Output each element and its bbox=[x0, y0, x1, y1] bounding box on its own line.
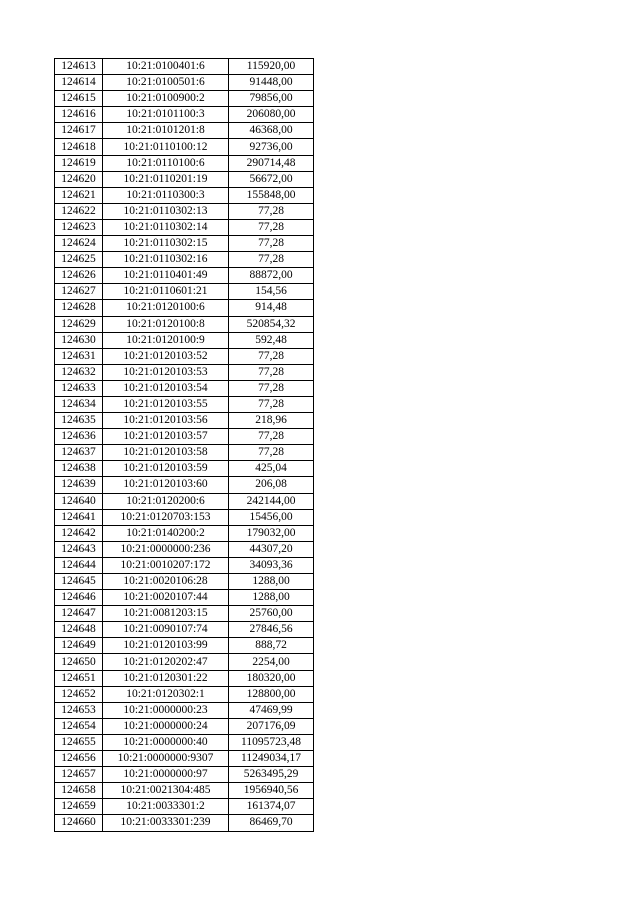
table-row bbox=[55, 622, 314, 638]
row-number-cell: 124620 bbox=[55, 171, 103, 187]
cadastral-value-cell: 47469,99 bbox=[229, 702, 314, 718]
cadastral-number-cell: 10:21:0010207:172 bbox=[103, 557, 229, 573]
row-number-cell: 124631 bbox=[55, 348, 103, 364]
table-row bbox=[55, 686, 314, 702]
cadastral-number-cell: 10:21:0000000:9307 bbox=[103, 751, 229, 767]
cadastral-number-cell: 10:21:0110100:6 bbox=[103, 155, 229, 171]
cadastral-value-cell: 155848,00 bbox=[229, 187, 314, 203]
cadastral-value-cell: 5263495,29 bbox=[229, 767, 314, 783]
table-row bbox=[55, 139, 314, 155]
table-row bbox=[55, 380, 314, 396]
table-row bbox=[55, 557, 314, 573]
cadastral-value-cell: 218,96 bbox=[229, 413, 314, 429]
row-number-cell: 124625 bbox=[55, 252, 103, 268]
cadastral-value-cell: 77,28 bbox=[229, 380, 314, 396]
table-row bbox=[55, 815, 314, 831]
cadastral-value-cell: 206,08 bbox=[229, 477, 314, 493]
cadastral-number-cell: 10:21:0100501:6 bbox=[103, 75, 229, 91]
table-row bbox=[55, 91, 314, 107]
table-row bbox=[55, 525, 314, 541]
cadastral-value-cell: 77,28 bbox=[229, 396, 314, 412]
table-row bbox=[55, 541, 314, 557]
row-number-cell: 124641 bbox=[55, 509, 103, 525]
row-number-cell: 124618 bbox=[55, 139, 103, 155]
table-row bbox=[55, 252, 314, 268]
cadastral-value-cell: 11095723,48 bbox=[229, 734, 314, 750]
row-number-cell: 124643 bbox=[55, 541, 103, 557]
cadastral-value-cell: 46368,00 bbox=[229, 123, 314, 139]
row-number-cell: 124635 bbox=[55, 413, 103, 429]
table-row bbox=[55, 59, 314, 75]
table-row bbox=[55, 799, 314, 815]
cadastral-number-cell: 10:21:0120103:54 bbox=[103, 380, 229, 396]
cadastral-number-cell: 10:21:0000000:23 bbox=[103, 702, 229, 718]
row-number-cell: 124642 bbox=[55, 525, 103, 541]
table-row bbox=[55, 268, 314, 284]
row-number-cell: 124633 bbox=[55, 380, 103, 396]
cadastral-number-cell: 10:21:0000000:236 bbox=[103, 541, 229, 557]
cadastral-value-cell: 888,72 bbox=[229, 638, 314, 654]
cadastral-number-cell: 10:21:0033301:2 bbox=[103, 799, 229, 815]
cadastral-value-cell: 91448,00 bbox=[229, 75, 314, 91]
table-row bbox=[55, 332, 314, 348]
cadastral-value-cell: 77,28 bbox=[229, 364, 314, 380]
table-row bbox=[55, 300, 314, 316]
cadastral-value-table bbox=[54, 58, 314, 832]
table-row bbox=[55, 493, 314, 509]
table-row bbox=[55, 734, 314, 750]
row-number-cell: 124653 bbox=[55, 702, 103, 718]
cadastral-value-cell: 180320,00 bbox=[229, 670, 314, 686]
table-row bbox=[55, 316, 314, 332]
table-row bbox=[55, 783, 314, 799]
cadastral-value-cell: 15456,00 bbox=[229, 509, 314, 525]
cadastral-number-cell: 10:21:0100900:2 bbox=[103, 91, 229, 107]
table-row bbox=[55, 638, 314, 654]
cadastral-value-cell: 154,56 bbox=[229, 284, 314, 300]
row-number-cell: 124639 bbox=[55, 477, 103, 493]
row-number-cell: 124655 bbox=[55, 734, 103, 750]
row-number-cell: 124658 bbox=[55, 783, 103, 799]
table-row bbox=[55, 670, 314, 686]
cadastral-number-cell: 10:21:0101100:3 bbox=[103, 107, 229, 123]
cadastral-number-cell: 10:21:0120103:56 bbox=[103, 413, 229, 429]
cadastral-number-cell: 10:21:0000000:97 bbox=[103, 767, 229, 783]
table-row bbox=[55, 203, 314, 219]
table-row bbox=[55, 396, 314, 412]
cadastral-number-cell: 10:21:0110302:14 bbox=[103, 219, 229, 235]
cadastral-number-cell: 10:21:0033301:239 bbox=[103, 815, 229, 831]
table-row bbox=[55, 107, 314, 123]
cadastral-number-cell: 10:21:0120200:6 bbox=[103, 493, 229, 509]
row-number-cell: 124613 bbox=[55, 59, 103, 75]
cadastral-value-cell: 1288,00 bbox=[229, 590, 314, 606]
row-number-cell: 124615 bbox=[55, 91, 103, 107]
cadastral-number-cell: 10:21:0000000:24 bbox=[103, 718, 229, 734]
cadastral-value-cell: 2254,00 bbox=[229, 654, 314, 670]
table-row bbox=[55, 187, 314, 203]
cadastral-number-cell: 10:21:0110201:19 bbox=[103, 171, 229, 187]
row-number-cell: 124659 bbox=[55, 799, 103, 815]
cadastral-number-cell: 10:21:0021304:485 bbox=[103, 783, 229, 799]
row-number-cell: 124628 bbox=[55, 300, 103, 316]
row-number-cell: 124622 bbox=[55, 203, 103, 219]
cadastral-number-cell: 10:21:0120103:59 bbox=[103, 461, 229, 477]
table-row bbox=[55, 654, 314, 670]
table-row bbox=[55, 461, 314, 477]
cadastral-value-cell: 290714,48 bbox=[229, 155, 314, 171]
cadastral-value-cell: 88872,00 bbox=[229, 268, 314, 284]
table-row bbox=[55, 171, 314, 187]
cadastral-value-cell: 161374,07 bbox=[229, 799, 314, 815]
table-row bbox=[55, 236, 314, 252]
row-number-cell: 124626 bbox=[55, 268, 103, 284]
cadastral-number-cell: 10:21:0140200:2 bbox=[103, 525, 229, 541]
cadastral-number-cell: 10:21:0081203:15 bbox=[103, 606, 229, 622]
table-row bbox=[55, 219, 314, 235]
row-number-cell: 124624 bbox=[55, 236, 103, 252]
cadastral-value-cell: 77,28 bbox=[229, 236, 314, 252]
row-number-cell: 124614 bbox=[55, 75, 103, 91]
row-number-cell: 124648 bbox=[55, 622, 103, 638]
cadastral-value-cell: 77,28 bbox=[229, 252, 314, 268]
cadastral-number-cell: 10:21:0120103:55 bbox=[103, 396, 229, 412]
row-number-cell: 124651 bbox=[55, 670, 103, 686]
cadastral-number-cell: 10:21:0120202:47 bbox=[103, 654, 229, 670]
cadastral-number-cell: 10:21:0000000:40 bbox=[103, 734, 229, 750]
cadastral-number-cell: 10:21:0101201:8 bbox=[103, 123, 229, 139]
table-row bbox=[55, 751, 314, 767]
table-row bbox=[55, 606, 314, 622]
cadastral-value-cell: 56672,00 bbox=[229, 171, 314, 187]
cadastral-number-cell: 10:21:0120103:57 bbox=[103, 429, 229, 445]
cadastral-value-cell: 92736,00 bbox=[229, 139, 314, 155]
table-row bbox=[55, 574, 314, 590]
cadastral-value-cell: 25760,00 bbox=[229, 606, 314, 622]
cadastral-value-cell: 1288,00 bbox=[229, 574, 314, 590]
cadastral-value-cell: 128800,00 bbox=[229, 686, 314, 702]
cadastral-value-cell: 11249034,17 bbox=[229, 751, 314, 767]
cadastral-value-cell: 77,28 bbox=[229, 219, 314, 235]
cadastral-number-cell: 10:21:0120103:99 bbox=[103, 638, 229, 654]
row-number-cell: 124637 bbox=[55, 445, 103, 461]
row-number-cell: 124657 bbox=[55, 767, 103, 783]
row-number-cell: 124652 bbox=[55, 686, 103, 702]
cadastral-number-cell: 10:21:0110302:13 bbox=[103, 203, 229, 219]
row-number-cell: 124616 bbox=[55, 107, 103, 123]
cadastral-value-cell: 27846,56 bbox=[229, 622, 314, 638]
cadastral-value-cell: 592,48 bbox=[229, 332, 314, 348]
cadastral-value-cell: 242144,00 bbox=[229, 493, 314, 509]
table-row bbox=[55, 767, 314, 783]
table-row bbox=[55, 284, 314, 300]
cadastral-value-cell: 77,28 bbox=[229, 429, 314, 445]
row-number-cell: 124649 bbox=[55, 638, 103, 654]
cadastral-number-cell: 10:21:0120103:58 bbox=[103, 445, 229, 461]
cadastral-number-cell: 10:21:0120302:1 bbox=[103, 686, 229, 702]
row-number-cell: 124656 bbox=[55, 751, 103, 767]
cadastral-value-cell: 86469,70 bbox=[229, 815, 314, 831]
table-row bbox=[55, 429, 314, 445]
row-number-cell: 124627 bbox=[55, 284, 103, 300]
cadastral-value-cell: 79856,00 bbox=[229, 91, 314, 107]
cadastral-value-cell: 77,28 bbox=[229, 445, 314, 461]
row-number-cell: 124647 bbox=[55, 606, 103, 622]
row-number-cell: 124617 bbox=[55, 123, 103, 139]
row-number-cell: 124636 bbox=[55, 429, 103, 445]
row-number-cell: 124638 bbox=[55, 461, 103, 477]
cadastral-value-cell: 179032,00 bbox=[229, 525, 314, 541]
cadastral-value-cell: 115920,00 bbox=[229, 59, 314, 75]
table-row bbox=[55, 155, 314, 171]
cadastral-number-cell: 10:21:0120103:52 bbox=[103, 348, 229, 364]
row-number-cell: 124645 bbox=[55, 574, 103, 590]
table-row bbox=[55, 477, 314, 493]
table-body bbox=[55, 59, 314, 832]
row-number-cell: 124650 bbox=[55, 654, 103, 670]
table-row bbox=[55, 590, 314, 606]
cadastral-value-cell: 207176,09 bbox=[229, 718, 314, 734]
cadastral-number-cell: 10:21:0120301:22 bbox=[103, 670, 229, 686]
row-number-cell: 124660 bbox=[55, 815, 103, 831]
cadastral-value-cell: 1956940,56 bbox=[229, 783, 314, 799]
cadastral-value-cell: 520854,32 bbox=[229, 316, 314, 332]
cadastral-number-cell: 10:21:0020106:28 bbox=[103, 574, 229, 590]
table-row bbox=[55, 348, 314, 364]
cadastral-number-cell: 10:21:0100401:6 bbox=[103, 59, 229, 75]
row-number-cell: 124629 bbox=[55, 316, 103, 332]
row-number-cell: 124644 bbox=[55, 557, 103, 573]
cadastral-number-cell: 10:21:0110302:15 bbox=[103, 236, 229, 252]
cadastral-number-cell: 10:21:0110300:3 bbox=[103, 187, 229, 203]
cadastral-number-cell: 10:21:0090107:74 bbox=[103, 622, 229, 638]
cadastral-value-cell: 77,28 bbox=[229, 203, 314, 219]
cadastral-value-cell: 44307,20 bbox=[229, 541, 314, 557]
document-page bbox=[54, 58, 314, 832]
table-row bbox=[55, 445, 314, 461]
table-row bbox=[55, 718, 314, 734]
cadastral-number-cell: 10:21:0020107:44 bbox=[103, 590, 229, 606]
table-row bbox=[55, 702, 314, 718]
table-row bbox=[55, 509, 314, 525]
cadastral-number-cell: 10:21:0120100:9 bbox=[103, 332, 229, 348]
cadastral-number-cell: 10:21:0120100:6 bbox=[103, 300, 229, 316]
row-number-cell: 124630 bbox=[55, 332, 103, 348]
row-number-cell: 124654 bbox=[55, 718, 103, 734]
table-row bbox=[55, 413, 314, 429]
cadastral-number-cell: 10:21:0110401:49 bbox=[103, 268, 229, 284]
cadastral-value-cell: 425,04 bbox=[229, 461, 314, 477]
cadastral-number-cell: 10:21:0120103:60 bbox=[103, 477, 229, 493]
cadastral-number-cell: 10:21:0120703:153 bbox=[103, 509, 229, 525]
cadastral-value-cell: 34093,36 bbox=[229, 557, 314, 573]
cadastral-number-cell: 10:21:0120100:8 bbox=[103, 316, 229, 332]
table-row bbox=[55, 123, 314, 139]
cadastral-value-cell: 914,48 bbox=[229, 300, 314, 316]
row-number-cell: 124632 bbox=[55, 364, 103, 380]
table-row bbox=[55, 75, 314, 91]
cadastral-number-cell: 10:21:0110100:12 bbox=[103, 139, 229, 155]
cadastral-value-cell: 206080,00 bbox=[229, 107, 314, 123]
table-row bbox=[55, 364, 314, 380]
row-number-cell: 124640 bbox=[55, 493, 103, 509]
row-number-cell: 124634 bbox=[55, 396, 103, 412]
row-number-cell: 124623 bbox=[55, 219, 103, 235]
row-number-cell: 124619 bbox=[55, 155, 103, 171]
cadastral-value-cell: 77,28 bbox=[229, 348, 314, 364]
cadastral-number-cell: 10:21:0110601:21 bbox=[103, 284, 229, 300]
cadastral-number-cell: 10:21:0120103:53 bbox=[103, 364, 229, 380]
row-number-cell: 124621 bbox=[55, 187, 103, 203]
cadastral-number-cell: 10:21:0110302:16 bbox=[103, 252, 229, 268]
row-number-cell: 124646 bbox=[55, 590, 103, 606]
